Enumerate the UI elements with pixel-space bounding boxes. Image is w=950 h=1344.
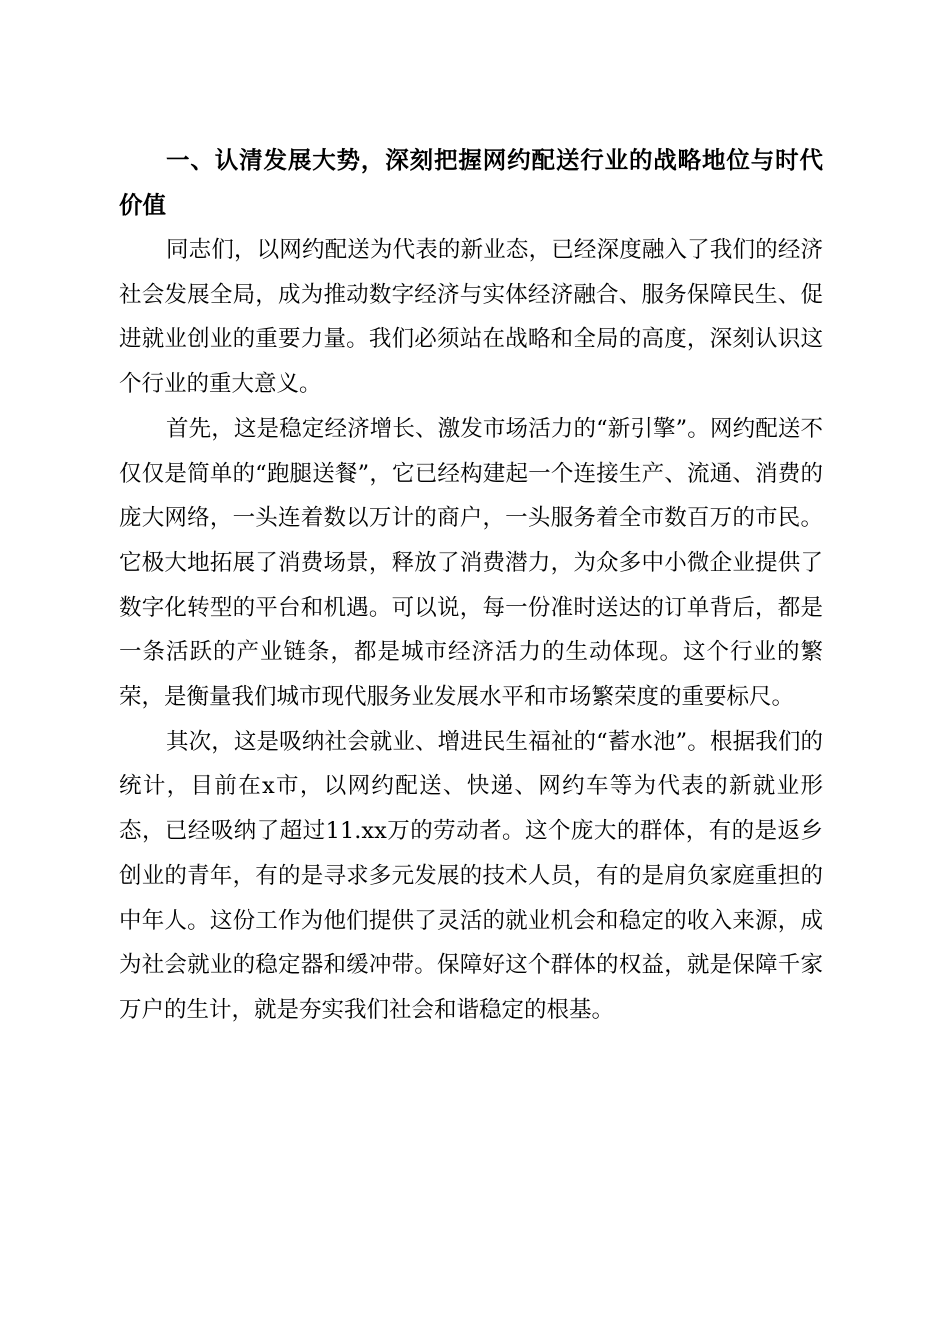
document-body bbox=[119, 138, 823, 1033]
paragraph-first-point: 首先，这是稳定经济增长、激发市场活力的“新引擎”。网约配送不仅仅是简单的“跑腿送餐”，它已经构建起一个连接生产、流通、消费的庞大网络，一头连着数以万计的商户，一头服务着全市数百万的市民。它极大地拓展了消费场景，释放了消费潜力，为众多中小微企业提供了数字化转型的平台和机遇。可以说，每一份准时送达的订单背后，都是一条活跃的产业链条，都是城市经济活力的生动体现。这个行业的繁荣，是衡量我们城市现代服务业发展水平和市场繁荣度的重要标尺。 bbox=[119, 415, 823, 711]
paragraph-second-point: 其次，这是吸纳社会就业、增进民生福祉的“蓄水池”。根据我们的统计，目前在x市，以网约配送、快递、网约车等为代表的新就业形态，已经吸纳了超过11.xx万的劳动者。这个庞大的群体，有的是返乡创业的青年，有的是寻求多元发展的技术人员，有的是肩负家庭重担的中年人。这份工作为他们提供了灵活的就业机会和稳定的收入来源，成为社会就业的稳定器和缓冲带。保障好这个群体的权益，就是保障千家万户的生计，就是夯实我们社会和谐稳定的根基。 bbox=[119, 728, 823, 1023]
section-heading: 一、认清发展大势，深刻把握网约配送行业的战略地位与时代价值 bbox=[119, 146, 823, 219]
paragraph-intro: 同志们，以网约配送为代表的新业态，已经深度融入了我们的经济社会发展全局，成为推动数字经济与实体经济融合、服务保障民生、促进就业创业的重要力量。我们必须站在战略和全局的高度，深刻认识这个行业的重大意义。 bbox=[119, 237, 823, 398]
